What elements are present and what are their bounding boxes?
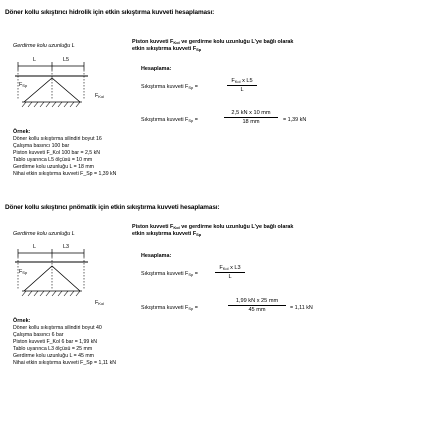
section1-example-line: Gerdirme kolu uzunluğu L = 18 mm (13, 164, 94, 170)
section2-example-line: Gerdirme kolu uzunluğu L = 45 mm (13, 353, 94, 359)
section2-calc-lhs: Sıkıştırma kuvveti $F_{Sp}$ = (141, 305, 198, 311)
section1-example-heading: Örnek: (13, 129, 31, 135)
section2-calc-result: = 1,11 kN (290, 305, 313, 311)
section2-arm-length-label: Gerdirme kolu uzunluğu L (13, 231, 75, 237)
section2-force-sp-label: $F_{Sp}$ (19, 269, 28, 275)
section1-formula-fraction: $F_{Kol}$ x L5 L (227, 78, 257, 93)
section2-desc-line2: etkin sıkıştırma kuvveti $F_{Sp}$ (132, 231, 202, 237)
section1-calc-result: = 1,39 kN (283, 117, 307, 123)
section2-force-kol-label: $F_{Kol}$ (95, 300, 105, 306)
section1-force-sp-label: $F_{Sp}$ (19, 82, 28, 88)
section2-example-line: Döner kollu sıkıştırma silindiri boyut 40 (13, 325, 102, 331)
section2-dim-L3: L3 (63, 244, 69, 250)
section1-example-line: Piston kuvveti F_Kol 100 bar = 2,5 kN (13, 150, 100, 156)
section1-arm-length-label: Gerdirme kolu uzunluğu L (13, 43, 75, 49)
section2-formula-fraction: $F_{Kol}$ x L3 L (215, 265, 245, 280)
section1-example-line: Tablo uyarınca L5 ölçüsü = 10 mm (13, 157, 93, 163)
section1-example-line: Döner kollu sıkıştırma silindiri boyut 16 (13, 136, 102, 142)
section1-desc-line1: Piston kuvveti $F_{Kol}$ ve gerdirme kolu uzunluğu L'ye bağlı olarak (132, 39, 294, 45)
section2-example-line: Piston kuvveti F_Kol 6 bar = 1,99 kN (13, 339, 98, 345)
section2-calc-heading: Hesaplama: (141, 253, 172, 259)
section1-desc-line2: etkin sıkıştırma kuvveti $F_{Sp}$ (132, 46, 202, 52)
section1-example-line: Çalışma basıncı 100 bar (13, 143, 70, 149)
section2-desc-line1: Piston kuvveti $F_{Kol}$ ve gerdirme kolu uzunluğu L'ye bağlı olarak (132, 224, 294, 230)
section2-formula-lhs: Sıkıştırma kuvveti $F_{Sp}$ = (141, 271, 198, 277)
section2-example-heading: Örnek: (13, 318, 31, 324)
section1-formula-lhs: Sıkıştırma kuvveti $F_{Sp}$ = (141, 84, 198, 90)
section1-dim-L5: L5 (63, 57, 69, 63)
section1-title: Döner kollu sıkıştırıcı hidrolik için etkin sıkıştırma kuvveti hesaplaması: (5, 9, 215, 16)
section1-force-kol-label: $F_{Kol}$ (95, 93, 105, 99)
section2-example-line: Tablo uyarınca L3 ölçüsü = 25 mm (13, 346, 93, 352)
section2-title: Döner kollu sıkıştırıcı pnömatik için etkin sıkıştırma kuvveti hesaplaması: (5, 204, 220, 211)
section1-calc-fraction: $\frac{\text{2,5 kN x 10 mm}}{18 mm}$ (224, 110, 278, 125)
section1-example-line: Nihai etkin sıkıştırma kuvveti F_Sp = 1,39 kN (13, 171, 117, 177)
section2-calc-fraction: $\frac{\text{1,99 kN x 25 mm}}{45 mm}$ (228, 298, 286, 313)
section1-dim-L: L (33, 57, 36, 63)
section2-dim-L: L (33, 244, 36, 250)
section2-example-line: Çalışma basıncı 6 bar (13, 332, 64, 338)
section2-example-line: Nihai etkin sıkıştırma kuvveti F_Sp = 1,11 kN (13, 360, 116, 366)
section1-calc-heading: Hesaplama: (141, 66, 172, 72)
section1-calc-lhs: Sıkıştırma kuvveti $F_{Sp}$ = (141, 117, 198, 123)
